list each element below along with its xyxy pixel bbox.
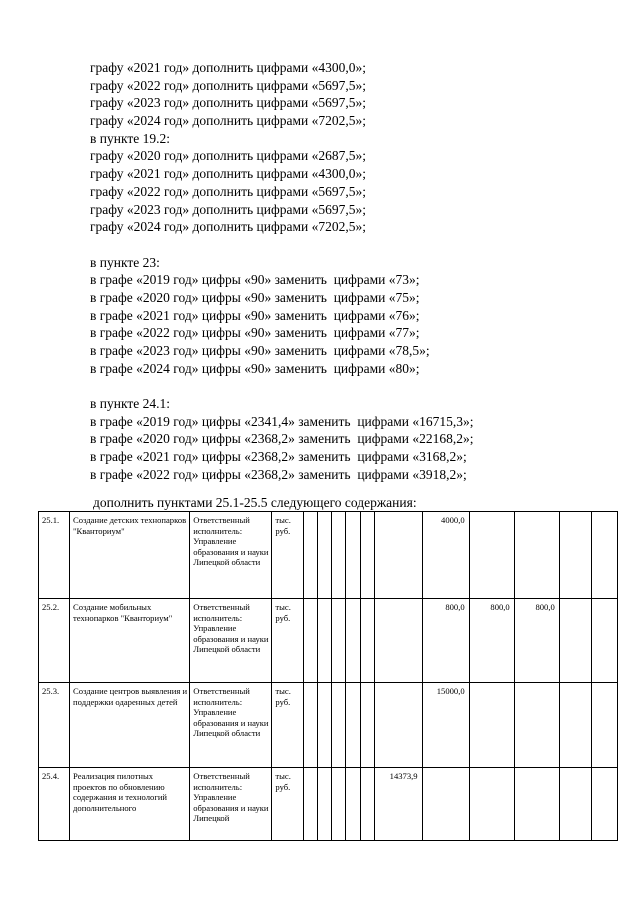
value-cell bbox=[469, 768, 514, 841]
value-cell bbox=[469, 683, 514, 768]
text-line: в графе «2023 год» цифры «90» заменить цифрами «78,5»; bbox=[90, 343, 430, 358]
value-cell: 800,0 bbox=[422, 599, 469, 683]
value-cell bbox=[374, 683, 422, 768]
text-line: в графе «2022 год» цифры «90» заменить цифрами «77»; bbox=[90, 325, 420, 341]
value-cell bbox=[559, 599, 591, 683]
value-cell bbox=[332, 512, 346, 599]
table-intro-text: дополнить пунктами 25.1-25.5 следующего содержания: bbox=[93, 495, 417, 510]
row-number: 25.1. bbox=[39, 512, 70, 599]
text-line: графу «2021 год» дополнить цифрами «4300,0»; bbox=[90, 60, 366, 75]
text-line: в графе «2019 год» цифры «90» заменить цифрами «73»; bbox=[90, 272, 420, 288]
value-cell bbox=[559, 683, 591, 768]
value-cell bbox=[559, 512, 591, 599]
text-line: графу «2024 год» дополнить цифрами «7202,5»; bbox=[90, 113, 366, 129]
text-line: в графе «2022 год» цифры «2368,2» заменить цифрами «3918,2»; bbox=[90, 466, 467, 482]
value-cell bbox=[591, 768, 617, 841]
value-cell bbox=[591, 599, 617, 683]
value-cell bbox=[374, 512, 422, 599]
text-line: в графе «2024 год» цифры «90» заменить цифрами «80»; bbox=[90, 360, 420, 376]
value-cell bbox=[360, 683, 374, 768]
executor: Ответственный исполнитель: Управление образования и науки Липецкой области bbox=[190, 599, 272, 683]
table-row bbox=[39, 599, 618, 683]
value-cell: 4000,0 bbox=[422, 512, 469, 599]
executor: Ответственный исполнитель: Управление образования и науки Липецкой bbox=[190, 768, 272, 841]
value-cell bbox=[469, 512, 514, 599]
value-cell bbox=[332, 683, 346, 768]
value-cell bbox=[346, 768, 360, 841]
value-cell bbox=[304, 599, 318, 683]
text-line: в графе «2021 год» цифры «90» заменить цифрами «76»; bbox=[90, 307, 420, 323]
value-cell bbox=[318, 512, 332, 599]
table-row bbox=[39, 768, 618, 841]
text-line: графу «2021 год» дополнить цифрами «4300,0»; bbox=[90, 166, 366, 182]
value-cell bbox=[304, 768, 318, 841]
value-cell bbox=[318, 599, 332, 683]
text-line: в пункте 19.2: bbox=[90, 130, 170, 146]
text-line: графу «2022 год» дополнить цифрами «5697,5»; bbox=[90, 77, 366, 93]
value-cell: 800,0 bbox=[469, 599, 514, 683]
value-cell bbox=[360, 768, 374, 841]
value-cell bbox=[304, 683, 318, 768]
text-line: в графе «2021 год» цифры «2368,2» заменить цифрами «3168,2»; bbox=[90, 449, 467, 465]
text-line: в пункте 23: bbox=[90, 254, 160, 270]
value-cell: 14373,9 bbox=[374, 768, 422, 841]
measure-name: Реализация пилотных проектов по обновлению содержания и технологий дополнительного bbox=[70, 768, 190, 841]
value-cell bbox=[332, 599, 346, 683]
value-cell bbox=[346, 599, 360, 683]
unit: тыс. руб. bbox=[272, 768, 304, 841]
value-cell bbox=[318, 683, 332, 768]
text-line: в графе «2019 год» цифры «2341,4» заменить цифрами «16715,3»; bbox=[90, 413, 474, 429]
text-line: графу «2022 год» дополнить цифрами «5697,5»; bbox=[90, 183, 366, 199]
table-row bbox=[39, 683, 618, 768]
text-line: в графе «2020 год» цифры «2368,2» заменить цифрами «22168,2»; bbox=[90, 431, 474, 447]
executor: Ответственный исполнитель: Управление образования и науки Липецкой области bbox=[190, 512, 272, 599]
row-number: 25.4. bbox=[39, 768, 70, 841]
value-cell bbox=[514, 512, 559, 599]
value-cell: 15000,0 bbox=[422, 683, 469, 768]
value-cell bbox=[591, 683, 617, 768]
paragraph-gap bbox=[90, 377, 610, 395]
value-cell bbox=[559, 768, 591, 841]
value-cell bbox=[346, 683, 360, 768]
unit: тыс. руб. bbox=[272, 683, 304, 768]
measure-name: Создание центров выявления и поддержки одаренных детей bbox=[70, 683, 190, 768]
unit: тыс. руб. bbox=[272, 512, 304, 599]
unit: тыс. руб. bbox=[272, 599, 304, 683]
text-line: в пункте 24.1: bbox=[90, 396, 170, 412]
measure-name: Создание мобильных технопарков "Кванториум" bbox=[70, 599, 190, 683]
value-cell bbox=[360, 512, 374, 599]
value-cell: 800,0 bbox=[514, 599, 559, 683]
text-line: графу «2024 год» дополнить цифрами «7202,5»; bbox=[90, 219, 366, 235]
value-cell bbox=[591, 512, 617, 599]
amendment-text bbox=[90, 59, 610, 484]
table-row bbox=[39, 512, 618, 599]
value-cell bbox=[346, 512, 360, 599]
text-line: в графе «2020 год» цифры «90» заменить цифрами «75»; bbox=[90, 289, 420, 305]
text-line: графу «2020 год» дополнить цифрами «2687,5»; bbox=[90, 148, 366, 164]
value-cell bbox=[318, 768, 332, 841]
text-line: графу «2023 год» дополнить цифрами «5697,5»; bbox=[90, 95, 366, 111]
text-line: графу «2023 год» дополнить цифрами «5697,5»; bbox=[90, 201, 366, 217]
value-cell bbox=[360, 599, 374, 683]
executor: Ответственный исполнитель: Управление образования и науки Липецкой области bbox=[190, 683, 272, 768]
value-cell bbox=[422, 768, 469, 841]
program-table bbox=[38, 511, 618, 841]
row-number: 25.2. bbox=[39, 599, 70, 683]
value-cell bbox=[332, 768, 346, 841]
measure-name: Создание детских технопарков "Кванториум" bbox=[70, 512, 190, 599]
value-cell bbox=[374, 599, 422, 683]
value-cell bbox=[514, 768, 559, 841]
row-number: 25.3. bbox=[39, 683, 70, 768]
value-cell bbox=[514, 683, 559, 768]
paragraph-gap bbox=[90, 236, 610, 254]
value-cell bbox=[304, 512, 318, 599]
